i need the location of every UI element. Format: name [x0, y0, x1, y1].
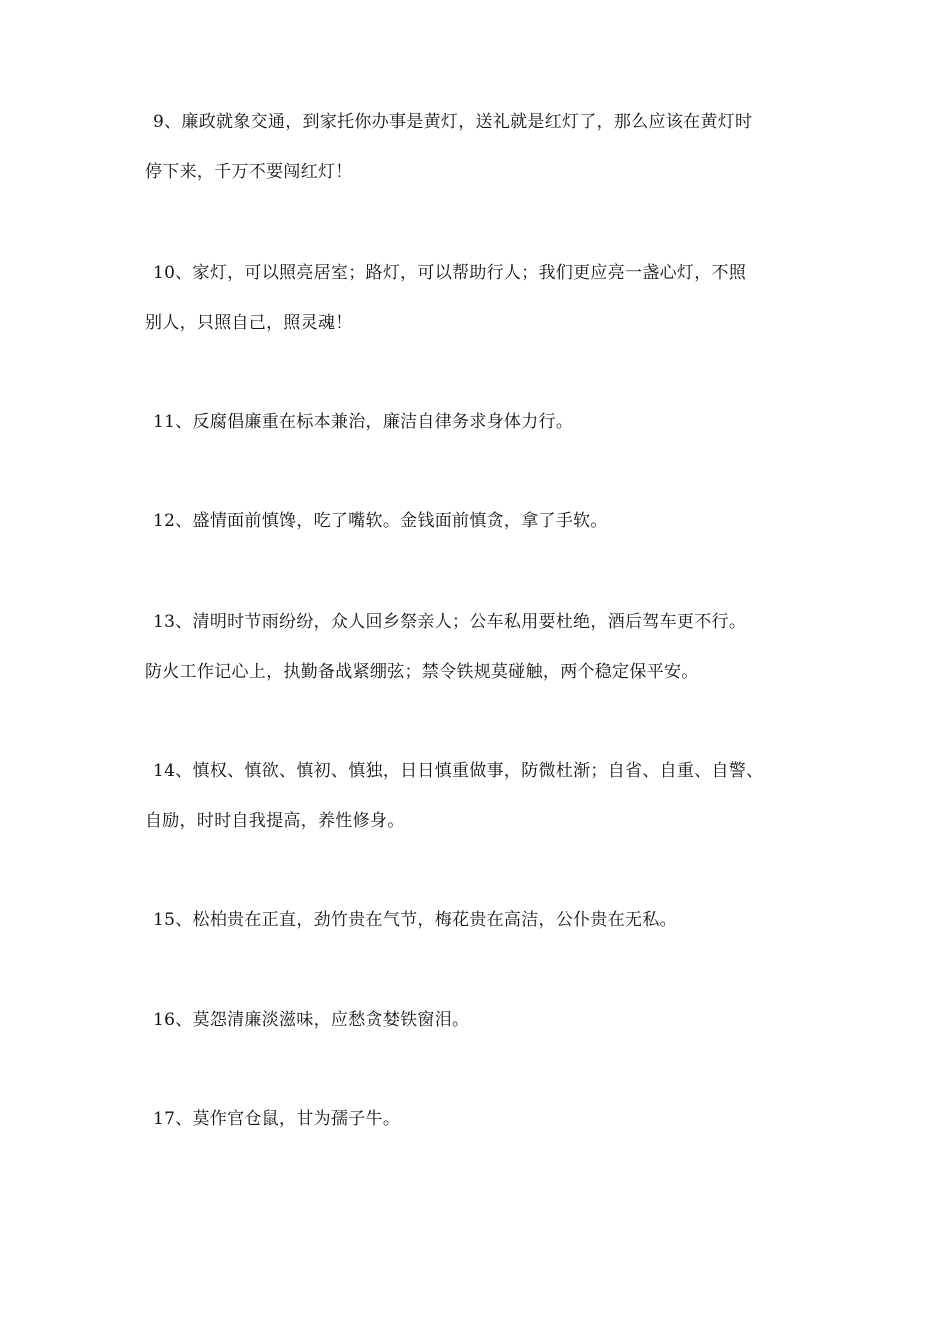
- paragraph-9: [145, 97, 825, 197]
- paragraph-line: 17、莫作官仓鼠，甘为孺子牛。: [153, 1109, 401, 1129]
- paragraph-17: [145, 1094, 825, 1144]
- paragraph-line: 12、盛情面前慎馋，吃了嘴软。金钱面前慎贪，拿了手软。: [153, 511, 608, 531]
- paragraph-line: 11、反腐倡廉重在标本兼治，廉洁自律务求身体力行。: [153, 412, 574, 432]
- paragraph-line: 15、松柏贵在正直，劲竹贵在气节，梅花贵在高洁，公仆贵在无私。: [153, 910, 677, 930]
- paragraph-16: [145, 995, 825, 1045]
- paragraph-10: [145, 248, 825, 348]
- paragraph-line: 14、慎权、慎欲、慎初、慎独，日日慎重做事，防微杜渐；自省、自重、自警、: [153, 761, 764, 781]
- paragraph-line: 自励，时时自我提高，养性修身。: [145, 811, 405, 831]
- paragraph-line: 13、清明时节雨纷纷，众人回乡祭亲人；公车私用要杜绝，酒后驾车更不行。: [153, 612, 747, 632]
- paragraph-line: 防火工作记心上，执勤备战紧绷弦；禁令铁规莫碰触，两个稳定保平安。: [145, 662, 699, 682]
- paragraph-14: [145, 746, 825, 846]
- paragraph-line: 10、家灯，可以照亮居室；路灯，可以帮助行人；我们更应亮一盏心灯，不照: [153, 263, 747, 283]
- paragraph-line: 停下来，千万不要闯红灯！: [145, 162, 353, 182]
- paragraph-line: 9、廉政就象交通，到家托你办事是黄灯，送礼就是红灯了，那么应该在黄灯时: [153, 112, 753, 132]
- paragraph-11: [145, 397, 825, 447]
- paragraph-12: [145, 496, 825, 546]
- paragraph-line: 16、莫怨清廉淡滋味，应愁贪婪铁窗泪。: [153, 1010, 470, 1030]
- paragraph-15: [145, 895, 825, 945]
- paragraph-13: [145, 597, 825, 697]
- paragraph-line: 别人，只照自己，照灵魂！: [145, 313, 353, 333]
